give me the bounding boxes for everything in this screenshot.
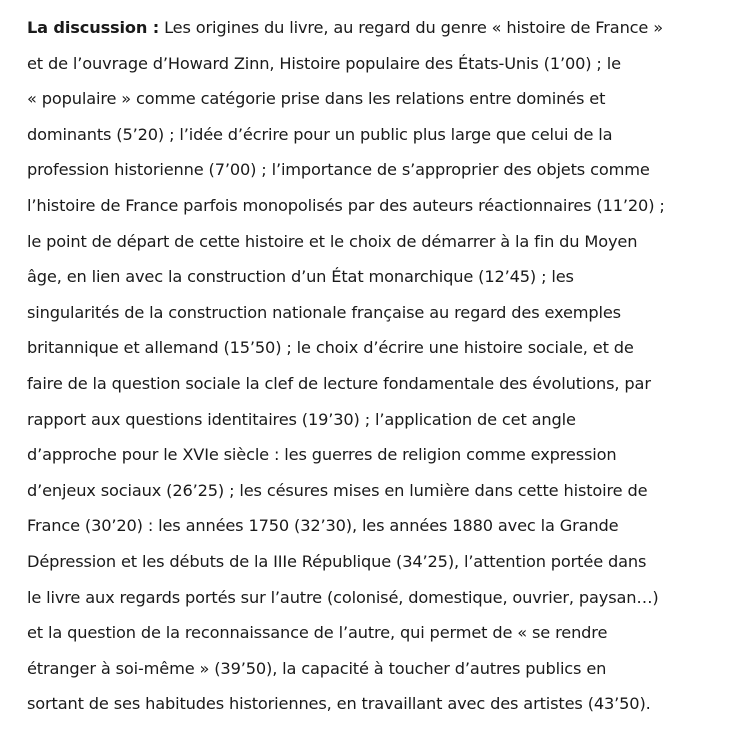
paragraph-line-14: d’enjeux sociaux (26’25) ; les césures mises en lumière dans cette histoire de <box>27 480 648 500</box>
paragraph-line-6: l’histoire de France parfois monopolisés par des auteurs réactionnaires (11’20) ; <box>27 195 665 215</box>
paragraph-line-1 <box>27 10 715 46</box>
paragraph-line-18: et la question de la reconnaissance de l’autre, qui permet de « se rendre <box>27 623 608 643</box>
paragraph-line-17: le livre aux regards portés sur l’autre (colonisé, domestique, ouvrier, paysan…) <box>27 587 659 607</box>
paragraph-line-16: Dépression et les débuts de la IIIe République (34’25), l’attention portée dans <box>27 551 647 571</box>
paragraph-line-13: d’approche pour le XVIe siècle : les guerres de religion comme expression <box>27 445 617 465</box>
paragraph-line-19: étranger à soi-même » (39’50), la capacité à toucher d’autres publics en <box>27 658 607 678</box>
paragraph-line-12: rapport aux questions identitaires (19’30) ; l’application de cet angle <box>27 409 576 429</box>
paragraph-line-20: sortant de ses habitudes historiennes, en travaillant avec des artistes (43’50). <box>27 694 651 714</box>
paragraph-line-15: France (30’20) : les années 1750 (32’30), les années 1880 avec la Grande <box>27 516 619 536</box>
discussion-paragraph <box>27 10 715 722</box>
paragraph-line-4: dominants (5’20) ; l’idée d’écrire pour un public plus large que celui de la <box>27 124 613 144</box>
paragraph-line-8: âge, en lien avec la construction d’un État monarchique (12’45) ; les <box>27 267 574 287</box>
paragraph-line-10: britannique et allemand (15’50) ; le choix d’écrire une histoire sociale, et de <box>27 338 634 358</box>
discussion-lead: La discussion : <box>27 18 160 37</box>
paragraph-line-7: le point de départ de cette histoire et le choix de démarrer à la fin du Moyen <box>27 231 638 251</box>
paragraph-line-11: faire de la question sociale la clef de lecture fondamentale des évolutions, par <box>27 373 651 393</box>
line-text: Les origines du livre, au regard du genre « histoire de France » <box>159 18 663 37</box>
paragraph-line-3: « populaire » comme catégorie prise dans les relations entre dominés et <box>27 89 606 109</box>
paragraph-line-9: singularités de la construction nationale française au regard des exemples <box>27 302 621 322</box>
paragraph-line-5: profession historienne (7’00) ; l’importance de s’approprier des objets comme <box>27 160 650 180</box>
paragraph-line-2: et de l’ouvrage d’Howard Zinn, Histoire populaire des États-Unis (1’00) ; le <box>27 53 621 73</box>
